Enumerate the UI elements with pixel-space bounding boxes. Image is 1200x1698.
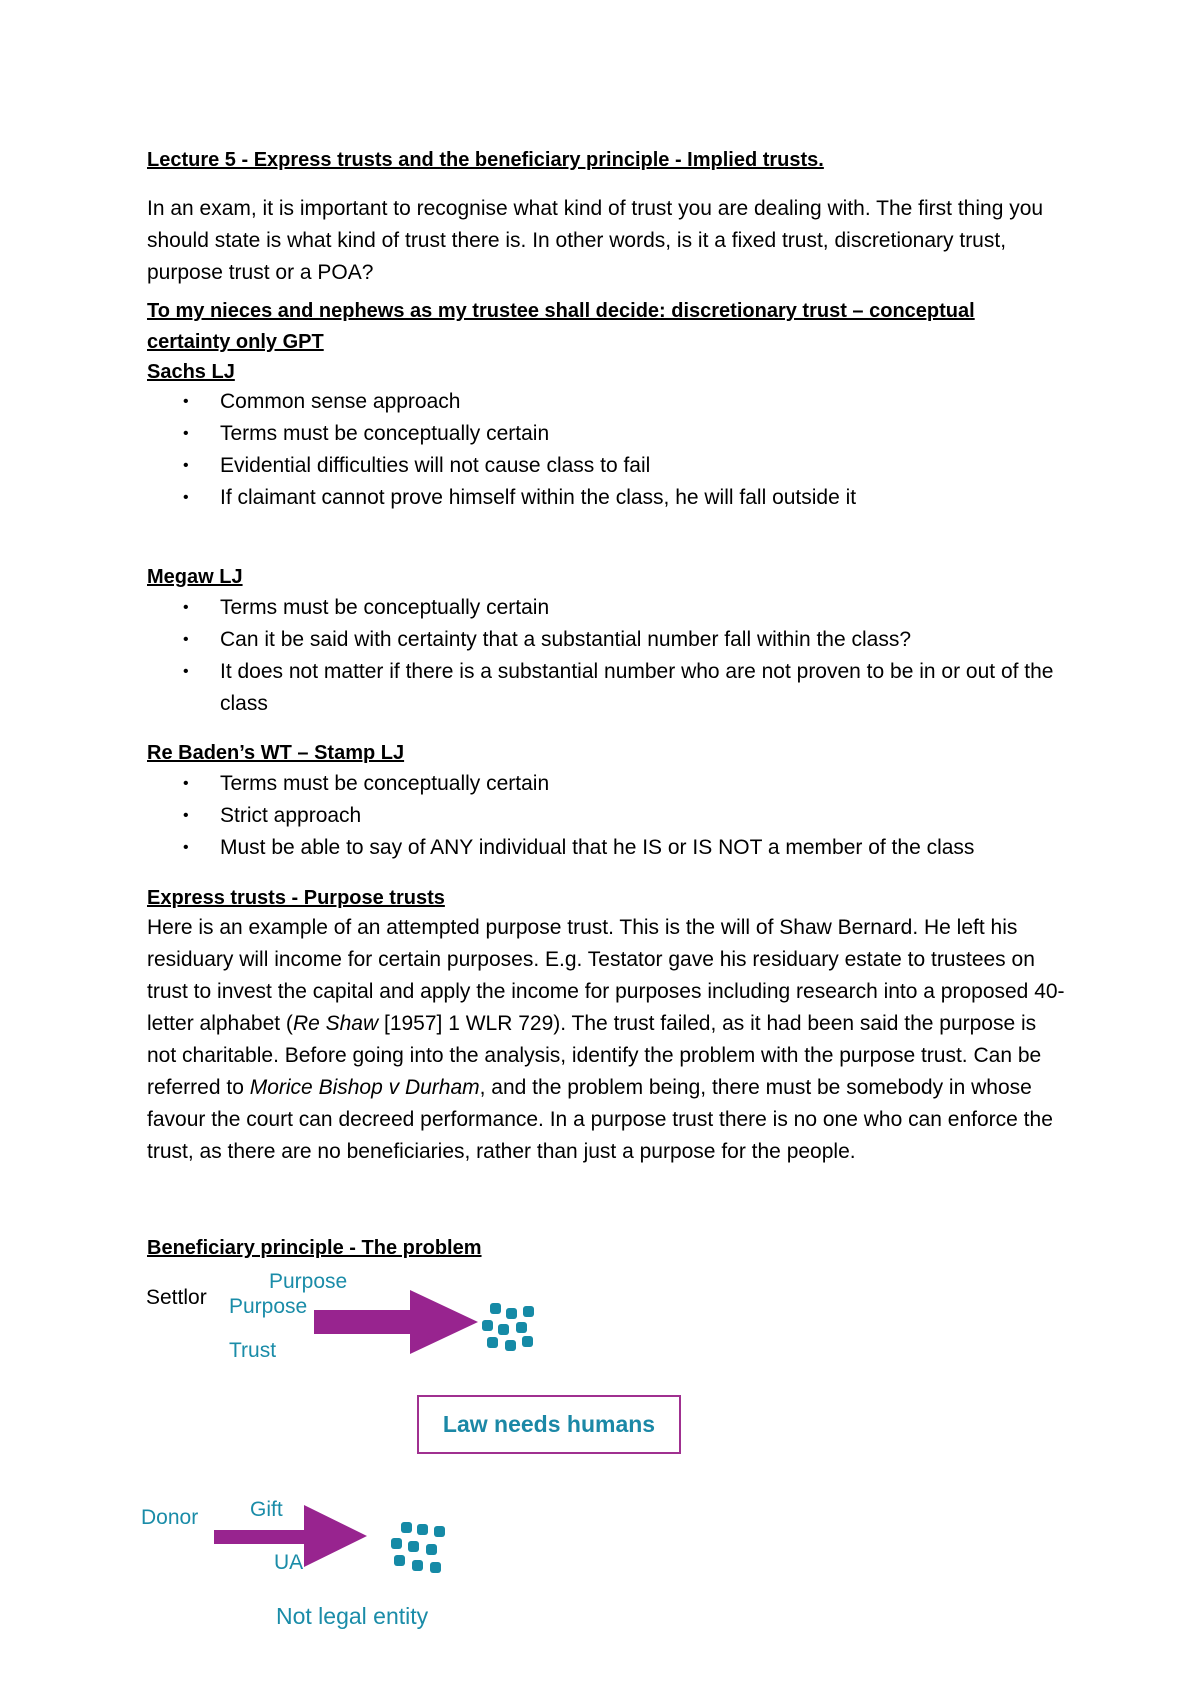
trust-label: Trust <box>229 1339 277 1362</box>
case-re-shaw: Re Shaw <box>292 1012 379 1035</box>
list-item: • Terms must be conceptually certain <box>147 418 1067 450</box>
list-item: • Must be able to say of ANY individual that he IS or IS NOT a member of the class <box>147 832 1067 864</box>
settlor-label: Settlor <box>146 1286 207 1309</box>
list-item: • Common sense approach <box>147 386 1067 418</box>
stamp-heading: Re Baden’s WT – Stamp LJ <box>147 742 405 764</box>
purpose-label: Purpose <box>229 1295 308 1318</box>
list-item: • Can it be said with certainty that a substantial number fall within the class? <box>147 624 1067 656</box>
list-item: • If claimant cannot prove himself within the class, he will fall outside it <box>147 482 1067 514</box>
donor-label: Donor <box>141 1506 199 1529</box>
purpose-heading: Express trusts - Purpose trusts <box>147 887 445 909</box>
list-item: • Terms must be conceptually certain <box>147 768 1067 800</box>
purpose-text-b: [1957] 1 WLR 729). The trust failed, as it had been said the purpose is not charitable. Before going into the analysis, identify the problem with the purpose trust. Can be referred to <box>147 1012 1042 1099</box>
gift-label: Gift <box>250 1498 283 1521</box>
not-legal-entity-label: Not legal entity <box>276 1603 429 1629</box>
list-item: • It does not matter if there is a substantial number who are not proven to be in or out of the class <box>147 656 1067 720</box>
list-item: • Evidential difficulties will not cause class to fail <box>147 450 1067 482</box>
list-item: • Strict approach <box>147 800 1067 832</box>
purpose-text-c: , and the problem being, there must be somebody in whose favour the court can decreed performance. In a purpose trust there is no one who can enforce the trust, as there are no beneficiaries, rather than just a purpose for the people. <box>147 1076 1053 1163</box>
intro-paragraph: In an exam, it is important to recognise what kind of trust you are dealing with. The first thing you should state is what kind of trust there is. In other words, is it a fixed trust, discretionary trust, purpose trust or a POA? <box>147 197 1044 284</box>
megaw-heading: Megaw LJ <box>147 566 243 588</box>
section1-heading-line2: certainty only GPT <box>147 331 324 353</box>
case-morice: Morice Bishop v Durham <box>249 1076 480 1099</box>
purpose-top-label: Purpose <box>269 1270 348 1293</box>
list-item: • Terms must be conceptually certain <box>147 592 1067 624</box>
sachs-heading: Sachs LJ <box>147 361 235 383</box>
purpose-text-a: Here is an example of an attempted purpose trust. This is the will of Shaw Bernard. He left his residuary will income for certain purposes. E.g. Testator gave his residuary estate to trustees on trust to invest the capital and apply the income for purposes including research into a proposed 40-letter alphabet ( <box>147 916 1065 1035</box>
law-needs-humans-box: Law needs humans <box>417 1395 681 1454</box>
beneficiary-heading: Beneficiary principle - The problem <box>147 1237 482 1259</box>
section1-heading-line1: To my nieces and nephews as my trustee shall decide: discretionary trust – conceptual <box>147 300 975 322</box>
page-title: Lecture 5 - Express trusts and the beneficiary principle - Implied trusts. <box>147 149 824 171</box>
ua-label: UA <box>274 1551 304 1574</box>
purpose-arrow-icon <box>314 1290 478 1354</box>
